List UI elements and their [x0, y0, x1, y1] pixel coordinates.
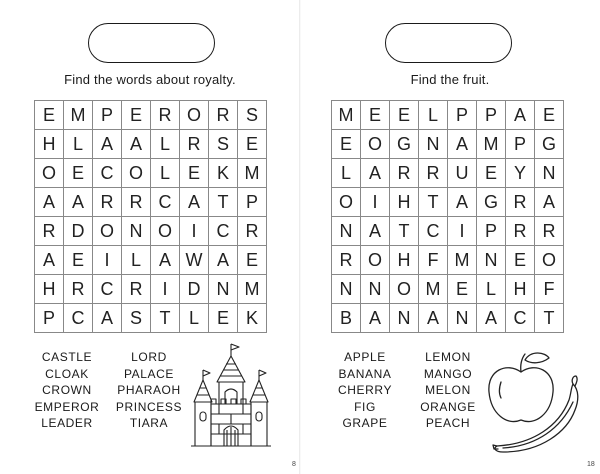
grid-letter: A [448, 188, 477, 217]
word-list-item: CLOAK [45, 366, 89, 381]
grid-letter: R [535, 217, 564, 246]
grid-letter: R [506, 217, 535, 246]
grid-letter: E [209, 304, 238, 333]
grid-letter: M [477, 130, 506, 159]
grid-letter: O [180, 101, 209, 130]
grid-letter: G [390, 130, 419, 159]
grid-letter: T [151, 304, 180, 333]
grid-letter: N [332, 275, 361, 304]
grid-letter: O [332, 188, 361, 217]
word-list-item: TIARA [129, 416, 169, 430]
grid-letter: A [361, 217, 390, 246]
word-list-item: LEMON [425, 350, 471, 364]
grid-letter: A [64, 188, 93, 217]
grid-letter: C [419, 217, 448, 246]
grid-letter: L [477, 275, 506, 304]
grid-row [35, 217, 267, 246]
grid-letter: P [93, 101, 122, 130]
grid-letter: S [209, 130, 238, 159]
grid-letter: E [64, 246, 93, 275]
word-list-item: CHERRY [338, 383, 393, 397]
grid-letter: A [419, 304, 448, 333]
grid-letter: E [332, 130, 361, 159]
grid-letter: O [35, 159, 64, 188]
right-page [300, 0, 600, 474]
grid-letter: I [93, 246, 122, 275]
grid-letter: N [122, 217, 151, 246]
grid-row [332, 275, 564, 304]
grid-letter: L [332, 159, 361, 188]
grid-letter: L [64, 130, 93, 159]
word-list-column-2 [418, 349, 478, 432]
grid-letter: Y [506, 159, 535, 188]
grid-letter: O [361, 246, 390, 275]
grid-letter: R [93, 188, 122, 217]
grid-letter: H [506, 275, 535, 304]
grid-letter: L [180, 304, 209, 333]
grid-letter: A [361, 159, 390, 188]
grid-letter: S [122, 304, 151, 333]
grid-row [35, 275, 267, 304]
word-list-column-1 [338, 349, 392, 432]
grid-letter: A [180, 188, 209, 217]
word-search-grid [34, 100, 267, 333]
grid-letter: H [390, 188, 419, 217]
grid-letter: O [151, 217, 180, 246]
word-list-item: PHARAOH [117, 383, 181, 397]
grid-letter: A [209, 246, 238, 275]
grid-letter: U [448, 159, 477, 188]
grid-letter: M [448, 246, 477, 275]
grid-letter: T [535, 304, 564, 333]
grid-letter: E [238, 246, 267, 275]
grid-row [35, 304, 267, 333]
word-list-item: ORANGE [420, 399, 476, 414]
word-list-item: LEADER [41, 416, 93, 430]
grid-letter: R [151, 101, 180, 130]
grid-row [35, 101, 267, 130]
grid-row [332, 130, 564, 159]
grid-letter: R [506, 188, 535, 217]
grid-row [35, 188, 267, 217]
grid-letter: R [332, 246, 361, 275]
grid-letter: E [477, 159, 506, 188]
word-search-grid [331, 100, 564, 333]
grid-letter: E [390, 101, 419, 130]
grid-letter: N [448, 304, 477, 333]
grid-letter: E [361, 101, 390, 130]
grid-letter: C [93, 275, 122, 304]
grid-letter: E [535, 101, 564, 130]
grid-row [35, 159, 267, 188]
grid-letter: M [419, 275, 448, 304]
word-list-item: APPLE [344, 350, 386, 364]
grid-letter: N [332, 217, 361, 246]
word-list-item: CASTLE [41, 350, 93, 364]
grid-letter: E [64, 159, 93, 188]
grid-row [332, 159, 564, 188]
grid-letter: N [419, 130, 448, 159]
grid-letter: R [390, 159, 419, 188]
instruction: Find the words about royalty. [64, 72, 236, 87]
grid-letter: A [93, 130, 122, 159]
castle-icon [189, 342, 273, 454]
grid-letter: A [535, 188, 564, 217]
grid-letter: I [448, 217, 477, 246]
grid-letter: R [122, 275, 151, 304]
grid-letter: A [35, 188, 64, 217]
page-number: 18 [587, 461, 595, 468]
word-list-item: CROWN [42, 383, 92, 397]
grid-letter: P [238, 188, 267, 217]
grid-letter: O [390, 275, 419, 304]
grid-letter: T [390, 217, 419, 246]
grid-letter: A [477, 304, 506, 333]
grid-letter: K [238, 304, 267, 333]
grid-letter: A [506, 101, 535, 130]
grid-letter: A [122, 130, 151, 159]
grid-letter: P [35, 304, 64, 333]
grid-letter: M [238, 275, 267, 304]
grid-letter: S [238, 101, 267, 130]
grid-letter: P [448, 101, 477, 130]
grid-letter: N [361, 275, 390, 304]
grid-letter: I [180, 217, 209, 246]
grid-letter: H [35, 275, 64, 304]
grid-letter: P [506, 130, 535, 159]
grid-letter: I [361, 188, 390, 217]
grid-letter: D [180, 275, 209, 304]
grid-letter: L [151, 130, 180, 159]
grid-letter: E [122, 101, 151, 130]
grid-letter: E [448, 275, 477, 304]
word-list-item: MELON [425, 383, 471, 397]
word-list-item: BANANA [338, 366, 392, 381]
name-box [385, 23, 512, 63]
grid-letter: C [506, 304, 535, 333]
grid-letter: P [477, 217, 506, 246]
grid-letter: N [535, 159, 564, 188]
grid-letter: R [209, 101, 238, 130]
grid-letter: M [64, 101, 93, 130]
grid-row [332, 188, 564, 217]
word-list-item: PRINCESS [115, 399, 183, 414]
grid-letter: A [151, 246, 180, 275]
grid-letter: O [361, 130, 390, 159]
grid-letter: E [35, 101, 64, 130]
grid-letter: O [122, 159, 151, 188]
grid-row [332, 101, 564, 130]
name-box [88, 23, 215, 63]
grid-letter: F [419, 246, 448, 275]
grid-letter: R [35, 217, 64, 246]
grid-letter: M [238, 159, 267, 188]
grid-letter: P [477, 101, 506, 130]
grid-letter: T [209, 188, 238, 217]
page-number: 8 [292, 461, 296, 468]
word-list-item: PALACE [123, 366, 175, 381]
grid-letter: A [35, 246, 64, 275]
grid-letter: N [477, 246, 506, 275]
grid-letter: O [93, 217, 122, 246]
grid-letter: A [93, 304, 122, 333]
grid-letter: R [180, 130, 209, 159]
apple-banana-icon [481, 348, 581, 460]
grid-letter: R [419, 159, 448, 188]
grid-letter: G [477, 188, 506, 217]
grid-letter: L [419, 101, 448, 130]
grid-letter: A [361, 304, 390, 333]
grid-letter: H [35, 130, 64, 159]
grid-letter: T [419, 188, 448, 217]
grid-letter: R [64, 275, 93, 304]
instruction: Find the fruit. [410, 72, 490, 87]
grid-letter: R [122, 188, 151, 217]
grid-letter: N [390, 304, 419, 333]
grid-letter: N [209, 275, 238, 304]
grid-letter: G [535, 130, 564, 159]
word-list-item: EMPEROR [34, 399, 100, 414]
word-list-item: GRAPE [342, 416, 388, 430]
grid-letter: E [506, 246, 535, 275]
grid-letter: I [151, 275, 180, 304]
grid-letter: C [151, 188, 180, 217]
grid-letter: C [209, 217, 238, 246]
grid-letter: L [122, 246, 151, 275]
word-list-item: FIG [354, 399, 376, 414]
grid-letter: B [332, 304, 361, 333]
grid-letter: K [209, 159, 238, 188]
grid-letter: C [93, 159, 122, 188]
grid-letter: O [535, 246, 564, 275]
grid-letter: D [64, 217, 93, 246]
word-list-column-2 [111, 349, 187, 432]
grid-letter: R [238, 217, 267, 246]
grid-letter: C [64, 304, 93, 333]
grid-letter: W [180, 246, 209, 275]
grid-row [332, 217, 564, 246]
grid-letter: E [238, 130, 267, 159]
grid-row [35, 130, 267, 159]
word-list-item: LORD [131, 350, 167, 364]
grid-letter: F [535, 275, 564, 304]
word-list-item: MANGO [423, 366, 473, 381]
word-list-column-1 [34, 349, 100, 432]
grid-letter: M [332, 101, 361, 130]
grid-row [332, 246, 564, 275]
grid-row [35, 246, 267, 275]
grid-letter: L [151, 159, 180, 188]
word-list-item: PEACH [425, 416, 471, 430]
grid-letter: E [180, 159, 209, 188]
grid-letter: A [448, 130, 477, 159]
grid-row [332, 304, 564, 333]
grid-letter: H [390, 246, 419, 275]
